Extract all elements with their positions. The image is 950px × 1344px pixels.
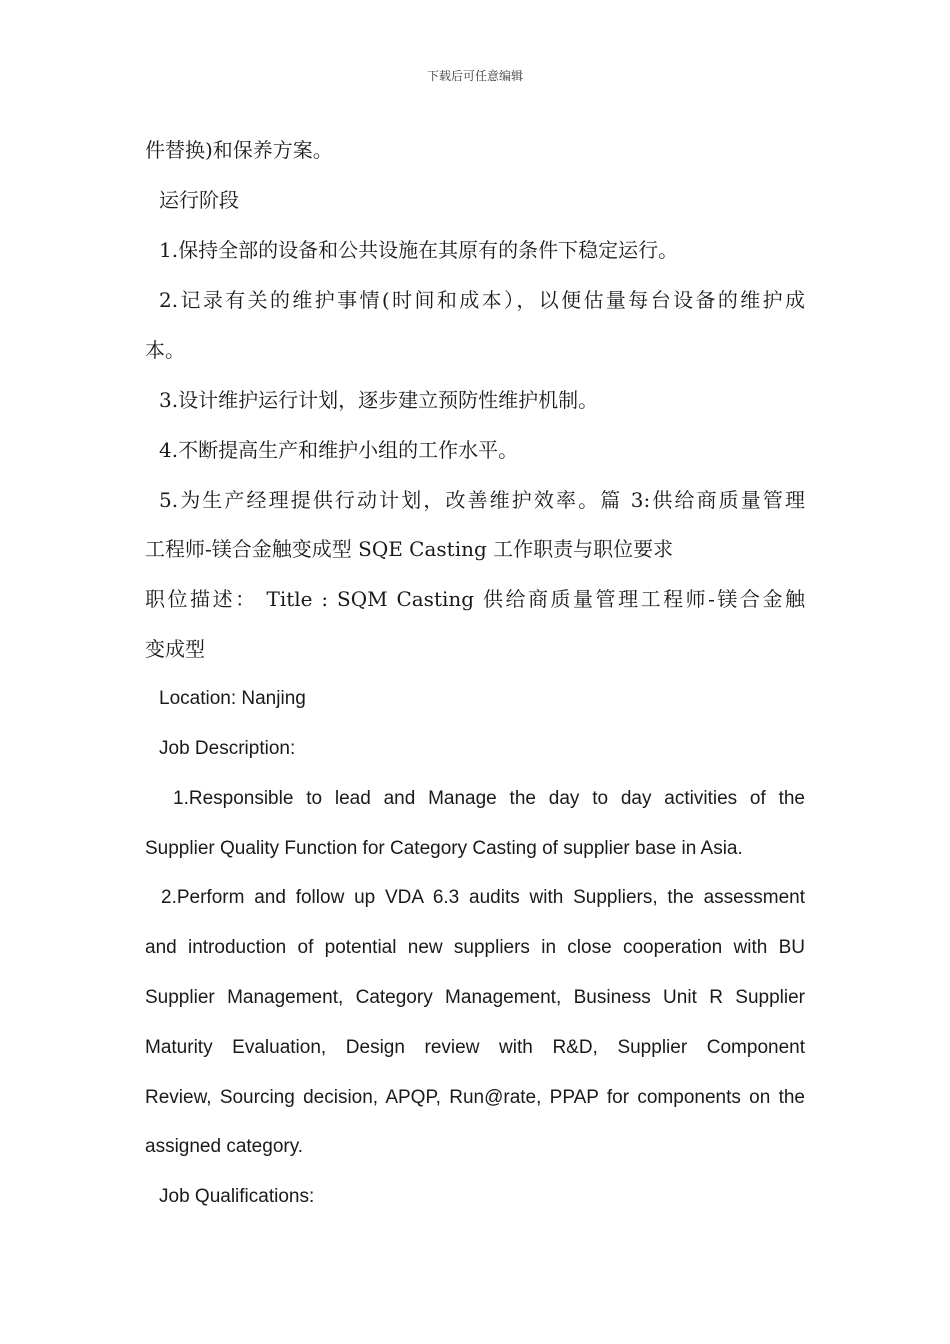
job-qualifications-heading: Job Qualifications: — [159, 1186, 315, 1207]
text-line: assigned category. — [145, 1136, 304, 1157]
list-item: 1.Responsible to lead and Manage the day to day activities of the — [173, 788, 805, 809]
text-line: 件替换)和保养方案。 — [145, 138, 333, 162]
text-line: Supplier Quality Function for Category Casting of supplier base in Asia. — [145, 838, 743, 859]
text-line: Maturity Evaluation, Design review with R&D, Supplier Component — [145, 1037, 805, 1058]
list-item: 5.为生产经理提供行动计划，改善维护效率。篇 3:供给商质量管理 — [159, 488, 805, 512]
job-title-text: Title : SQM Casting 供给商质量管理工程师-镁合金触 — [266, 587, 806, 611]
list-item: 1.保持全部的设备和公共设施在其原有的条件下稳定运行。 — [159, 238, 679, 262]
list-item: 2.Perform and follow up VDA 6.3 audits with Suppliers, the assessment — [161, 887, 805, 908]
position-description-label: 职位描述： — [145, 587, 258, 611]
page-header: 下载后可任意编辑 — [426, 69, 523, 83]
text-line: 变成型 — [145, 637, 205, 661]
text-line: 工程师-镁合金触变成型 SQE Casting 工作职责与职位要求 — [145, 537, 674, 561]
text-line: Supplier Management, Category Management, Business Unit R Supplier — [145, 987, 805, 1008]
list-item: 3.设计维护运行计划，逐步建立预防性维护机制。 — [159, 388, 599, 412]
text-line: and introduction of potential new suppliers in close cooperation with BU — [145, 937, 805, 958]
section-heading: 运行阶段 — [159, 188, 239, 212]
text-line: 本。 — [145, 338, 185, 362]
location-line: Location: Nanjing — [159, 688, 306, 709]
text-line: Review, Sourcing decision, APQP, Run@rate, PPAP for components on the — [145, 1087, 805, 1108]
job-description-heading: Job Description: — [159, 738, 296, 759]
list-item: 4.不断提高生产和维护小组的工作水平。 — [159, 438, 519, 462]
job-title-line — [145, 585, 805, 613]
list-item: 2.记录有关的维护事情(时间和成本），以便估量每台设备的维护成 — [159, 288, 805, 312]
